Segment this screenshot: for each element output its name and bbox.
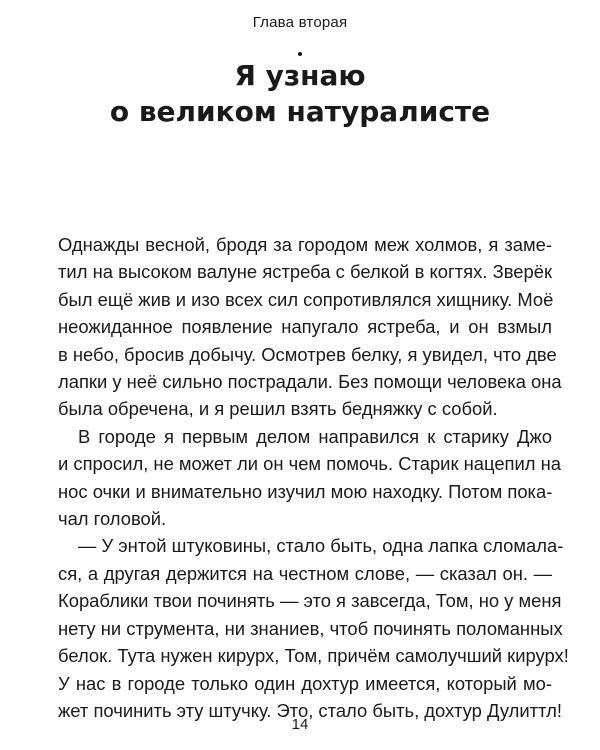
text-line: и спросил, не может ли он чем помочь. Старик нацепил на bbox=[58, 453, 562, 475]
text-line: — У энтой штуковины, стало быть, одна лапка сломала- bbox=[78, 535, 564, 557]
dot-ornament bbox=[298, 52, 302, 56]
text-line: чал головой. bbox=[58, 508, 167, 530]
text-line: тил на высоком валуне ястреба с белкой в когтях. Зверёк bbox=[58, 261, 552, 283]
text-line: белок. Тута нужен кирурх, Том, причём самолучший кирурх! bbox=[58, 645, 569, 667]
text-line: нос очки и внимательно изучил мою находку. Потом пока- bbox=[58, 480, 553, 502]
text-line: был ещё жив и изо всех сил сопротивлялся хищнику. Моё bbox=[58, 288, 554, 310]
text-line: была обречена, и я решил взять бедняжку с собой. bbox=[58, 398, 498, 420]
text-line: У нас в городе только один дохтур имеется, который мо- bbox=[58, 672, 552, 694]
body-text bbox=[58, 231, 569, 724]
chapter-title-line: Я узнаю bbox=[234, 59, 366, 92]
text-line: лапки у неё сильно пострадали. Без помощи человека она bbox=[58, 371, 562, 393]
chapter-title-line: о великом натуралисте bbox=[109, 95, 491, 128]
chapter-label: Глава вторая bbox=[252, 14, 348, 31]
text-line: В городе я первым делом направился к старику Джо bbox=[78, 425, 552, 447]
text-line: Однажды весной, бродя за городом меж холмов, я заме- bbox=[58, 234, 552, 255]
text-line: неожиданное появление напугало ястреба, и он взмыл bbox=[58, 316, 552, 338]
page-number: 14 bbox=[291, 716, 309, 733]
text-line: нету ни струмента, ни знаниев, чтоб починять поломанных bbox=[58, 617, 563, 639]
text-line: в небо, бросив добычу. Осмотрев белку, я увидел, что две bbox=[58, 343, 557, 365]
text-line: жет починить эту штучку. Это, стало быть, дохтур Дулиттл! bbox=[58, 699, 562, 721]
text-line: ся, а другая держится на честном слове, — сказал он. — bbox=[58, 562, 552, 584]
text-line: Кораблики твои починять — это я завсегда, Том, но у меня bbox=[58, 590, 562, 612]
chapter-title bbox=[0, 58, 600, 130]
